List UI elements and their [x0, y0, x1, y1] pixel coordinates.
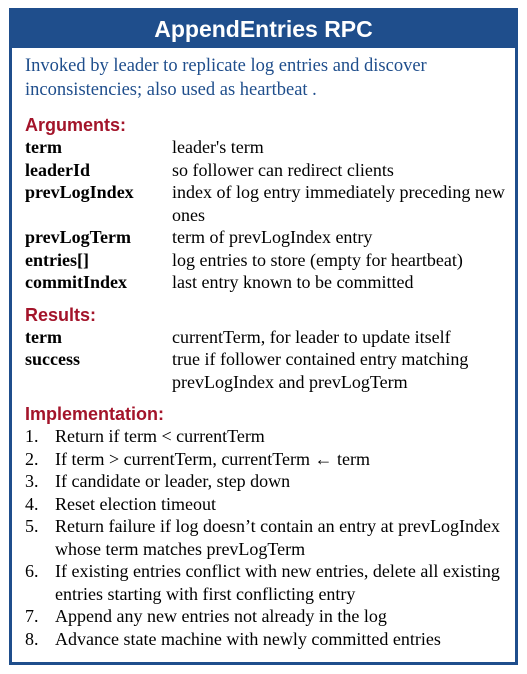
argument-row — [25, 136, 505, 159]
argument-desc: leader's term — [172, 137, 264, 157]
argument-desc: last entry known to be committed — [172, 272, 414, 292]
step-item — [25, 448, 505, 471]
argument-desc: term of prevLogIndex entry — [172, 227, 373, 247]
step-number: 2. — [25, 448, 39, 469]
argument-row — [25, 226, 505, 249]
argument-desc: log entries to store (empty for heartbeat) — [172, 249, 463, 270]
step-number: 6. — [25, 561, 39, 581]
arguments-list — [25, 136, 505, 294]
step-item — [25, 605, 505, 628]
result-row — [25, 348, 505, 393]
step-number: 7. — [25, 606, 39, 626]
argument-row — [25, 159, 505, 182]
intro-text: Invoked by leader to replicate log entries and discover inconsistencies; also used as heartbeat . — [25, 56, 427, 100]
argument-desc: so follower can redirect clients — [172, 159, 394, 180]
step-item — [25, 628, 505, 651]
step-item — [25, 493, 505, 516]
result-desc: true if follower contained entry matching prevLogIndex and prevLogTerm — [172, 349, 469, 392]
implementation-steps — [25, 425, 505, 650]
step-text: Advance state machine with newly committed entries — [55, 628, 441, 649]
implementation-heading: Implementation: — [25, 404, 165, 424]
step-text: Append any new entries not already in the log — [55, 606, 387, 626]
arguments-heading: Arguments: — [25, 115, 127, 135]
step-item — [25, 515, 505, 560]
result-desc: currentTerm, for leader to update itself — [172, 326, 451, 347]
argument-row — [25, 181, 505, 226]
step-text: Return failure if log doesn’t contain an entry at prevLogIndex whose term matches prevLogTerm — [55, 516, 501, 559]
argument-name: entries[] — [25, 249, 89, 270]
results-list — [25, 326, 505, 394]
result-name: term — [25, 326, 62, 347]
argument-name: prevLogIndex — [25, 182, 134, 202]
result-name: success — [25, 349, 80, 369]
step-item — [25, 560, 505, 605]
results-heading: Results: — [25, 304, 97, 325]
result-row — [25, 326, 505, 349]
step-number: 1. — [25, 426, 39, 446]
argument-name: commitIndex — [25, 272, 127, 292]
argument-name: term — [25, 137, 62, 157]
step-text: If existing entries conflict with new entries, delete all existing entries starting with first conflicting entry — [55, 561, 500, 604]
step-number: 3. — [25, 471, 39, 491]
argument-row — [25, 249, 505, 272]
step-item — [25, 470, 505, 493]
step-number: 5. — [25, 516, 39, 536]
step-number: 4. — [25, 493, 39, 514]
argument-desc: index of log entry immediately preceding new ones — [172, 182, 505, 225]
step-number: 8. — [25, 628, 39, 649]
card-title: AppendEntries RPC — [12, 11, 515, 48]
step-text: Return if term < currentTerm — [55, 426, 265, 446]
argument-row — [25, 271, 505, 294]
step-text: If candidate or leader, step down — [55, 471, 291, 491]
step-item — [25, 425, 505, 448]
card-content — [12, 48, 515, 650]
argument-name: leaderId — [25, 159, 90, 180]
argument-name: prevLogTerm — [25, 227, 131, 247]
rpc-card — [9, 8, 518, 665]
step-text: If term > currentTerm, currentTerm ← term — [55, 448, 370, 469]
step-text: Reset election timeout — [55, 493, 216, 514]
